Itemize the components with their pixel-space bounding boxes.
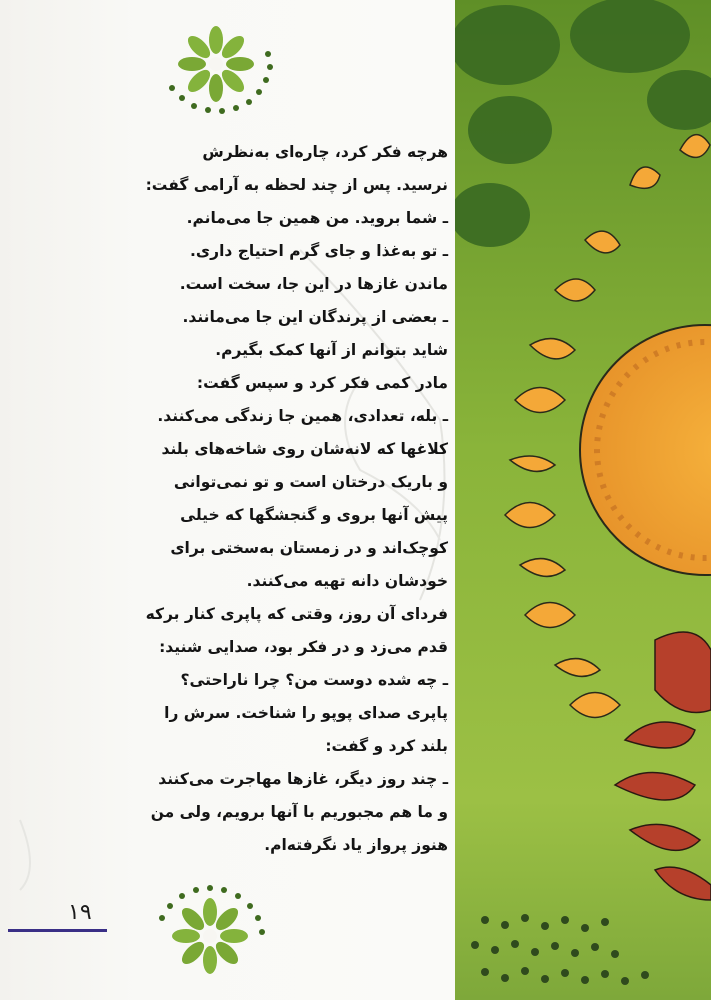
page-number: ۱۹	[68, 900, 92, 925]
illustration-panel	[455, 0, 711, 1000]
text-line: ـ تو به‌غذا و جای گرم احتیاج داری.	[190, 242, 448, 260]
text-line: ـ چه شده دوست من؟ چرا ناراحتی؟	[180, 671, 448, 689]
text-line: قدم می‌زد و در فکر بود، صدایی شنید:	[159, 638, 448, 656]
text-line: مادر کمی فکر کرد و سپس گفت:	[196, 374, 448, 392]
text-line: خودشان دانه تهیه می‌کنند.	[246, 572, 448, 590]
text-line: بلند کرد و گفت:	[325, 737, 448, 755]
text-line: نرسید. پس از چند لحظه به آرامی گفت:	[145, 176, 448, 194]
text-line: ـ بعضی از پرندگان این جا می‌مانند.	[182, 308, 448, 326]
page-number-rule	[8, 929, 107, 932]
text-line: ماندن غازها در این جا، سخت است.	[179, 275, 448, 293]
text-line: ـ بله، تعدادی، همین جا زندگی می‌کنند.	[157, 407, 448, 425]
text-line: پاپری صدای پوپو را شناخت. سرش را	[164, 704, 448, 722]
text-line: هنوز پرواز یاد نگرفته‌ام.	[264, 836, 448, 854]
text-line: شاید بتوانم از آنها کمک بگیرم.	[215, 341, 448, 359]
top-flower-ornament	[158, 16, 288, 126]
text-line: ـ چند روز دیگر، غازها مهاجرت می‌کنند	[158, 770, 448, 788]
bottom-flower-ornament	[150, 878, 280, 988]
text-line: ـ شما بروید. من همین جا می‌مانم.	[186, 209, 448, 227]
text-line: و ما هم مجبوریم با آنها برویم، ولی من	[150, 803, 448, 821]
text-line: هرچه فکر کرد، چاره‌ای به‌نظرش	[202, 143, 448, 161]
text-line: کوچک‌اند و در زمستان به‌سختی برای	[170, 539, 448, 557]
text-line: و باریک درختان است و تو نمی‌توانی	[173, 473, 448, 491]
text-line: فردای آن روز، وقتی که پاپری کنار برکه	[145, 605, 448, 623]
text-line: کلاغها که لانه‌شان روی شاخه‌های بلند	[161, 440, 448, 458]
text-line: پیش آنها بروی و گنجشگها که خیلی	[180, 506, 448, 524]
story-text	[120, 136, 448, 862]
